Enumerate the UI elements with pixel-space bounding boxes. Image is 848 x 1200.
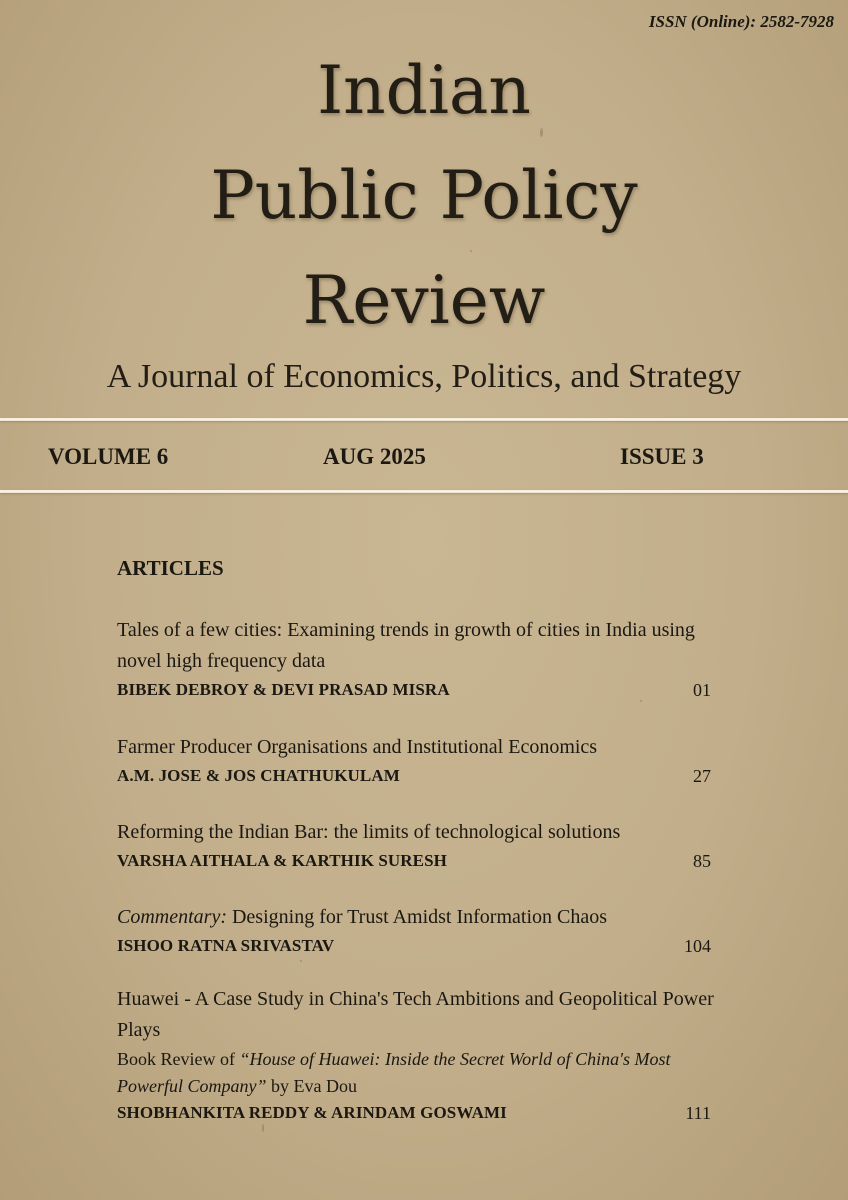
article-page: 01	[693, 680, 711, 700]
article-authors: ISHOO RATNA SRIVASTAV	[117, 936, 335, 955]
article-authors: SHOBHANKITA REDDY & ARINDAM GOSWAMI	[117, 1103, 507, 1122]
article-entry	[117, 902, 717, 963]
article-entry	[117, 732, 717, 793]
article-page: 27	[693, 766, 711, 786]
review-prefix: Book Review of	[117, 1049, 240, 1069]
issue-date: AUG 2025	[323, 444, 426, 469]
article-authors: VARSHA AITHALA & KARTHIK SURESH	[117, 851, 447, 870]
journal-title-line-3: Review	[302, 262, 546, 339]
book-review-line	[117, 1046, 717, 1100]
article-title: Farmer Producer Organisations and Institutional Economics	[117, 736, 598, 758]
volume-label: VOLUME 6	[48, 444, 169, 469]
bottom-divider	[0, 490, 848, 493]
section-heading: ARTICLES	[117, 556, 224, 580]
review-book-title: “House of Huawei: Inside the Secret World of China's Most Powerful Company”	[117, 1049, 671, 1096]
commentary-label: Commentary:	[117, 906, 227, 928]
article-page: 85	[693, 851, 711, 871]
article-title	[117, 902, 717, 933]
issue-label: ISSUE 3	[620, 444, 704, 469]
journal-title-line-2: Public Policy	[210, 157, 638, 234]
review-suffix: by Eva Dou	[266, 1076, 357, 1096]
journal-subtitle: A Journal of Economics, Politics, and Strategy	[106, 358, 742, 395]
journal-title-line-1: Indian	[317, 52, 531, 129]
article-title: Huawei - A Case Study in China's Tech Ambitions and Geopolitical Power Plays	[117, 988, 714, 1041]
article-authors: A.M. JOSE & JOS CHATHUKULAM	[117, 766, 400, 785]
top-divider	[0, 418, 848, 421]
article-title: Reforming the Indian Bar: the limits of technological solutions	[117, 821, 621, 843]
article-page: 104	[684, 936, 711, 956]
article-title-text: Designing for Trust Amidst Information Chaos	[226, 906, 607, 928]
article-entry	[117, 615, 717, 707]
article-entry	[117, 817, 717, 878]
issn-label: ISSN (Online): 2582-7928	[648, 12, 834, 31]
article-entry	[117, 984, 717, 1130]
article-authors: BIBEK DEBROY & DEVI PRASAD MISRA	[117, 680, 450, 699]
article-page: 111	[685, 1103, 711, 1123]
article-title: Tales of a few cities: Examining trends in growth of cities in India using novel high frequency data	[117, 619, 695, 672]
